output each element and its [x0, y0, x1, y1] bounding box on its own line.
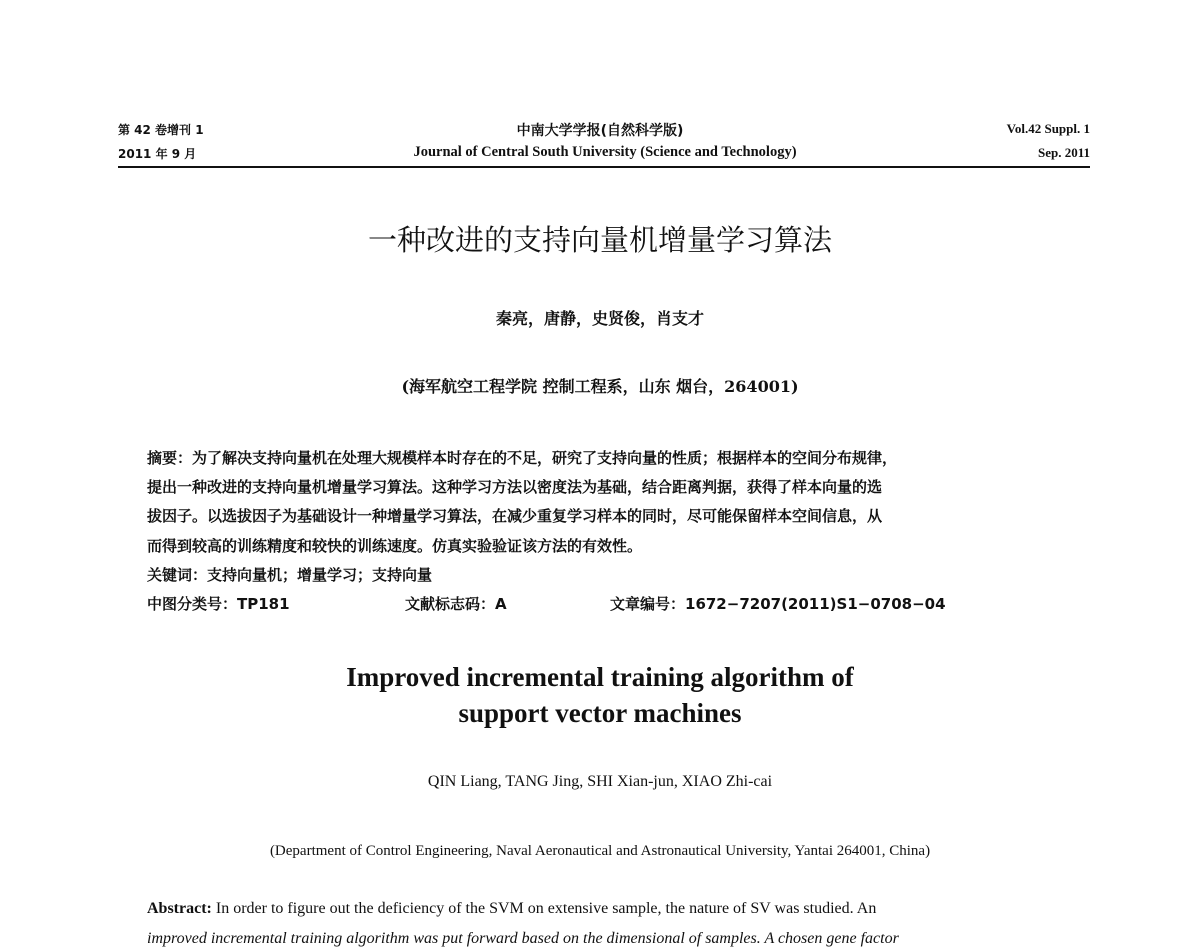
article-number: 文章编号：1672−7207(2011)S1−0708−04 — [610, 595, 946, 613]
clc-number: 中图分类号：TP181 — [147, 595, 290, 613]
volume-issue: 第 42 卷增刊 1 — [118, 123, 204, 137]
abstract-en-text: In order to figure out the deficiency of the SVM on extensive sample, the nature of SV was studied. An — [211, 900, 877, 917]
affiliation-cn: (海军航空工程学院 控制工程系，山东 烟台，264001) — [401, 377, 799, 396]
title-cn: 一种改进的支持向量机增量学习算法 — [367, 223, 832, 257]
publication-date-cn: 2011 年 9 月 — [118, 147, 197, 161]
abstract-en-line1 — [147, 900, 876, 918]
title-en-line1: Improved incremental training algorithm of — [346, 662, 854, 692]
title-en-line2: support vector machines — [458, 698, 742, 728]
abstract-cn-line: 拔因子。以选拔因子为基础设计一种增量学习算法，在减少重复学习样本的同时，尽可能保留样本空间信息，从 — [147, 507, 883, 525]
abstract-cn-line: 而得到较高的训练精度和较快的训练速度。仿真实验验证该方法的有效性。 — [147, 537, 643, 555]
volume-en: Vol.42 Suppl. 1 — [1006, 121, 1090, 136]
journal-name-cn: 中南大学学报(自然科学版) — [516, 123, 684, 139]
header-rule — [118, 166, 1090, 168]
document-code: 文献标志码：A — [405, 595, 507, 613]
affiliation-en: (Department of Control Engineering, Naval Aeronautical and Astronautical University, Yantai 264001, China) — [269, 843, 931, 859]
abstract-cn-line: 摘要：为了解决支持向量机在处理大规模样本时存在的不足，研究了支持向量的性质；根据样本的空间分布规律， — [147, 449, 898, 467]
keywords-cn: 关键词：支持向量机；增量学习；支持向量 — [147, 566, 433, 584]
abstract-label: Abstract: — [147, 900, 212, 917]
abstract-en-line2: improved incremental training algorithm was put forward based on the dimensional of samples. A chosen gene factor — [147, 930, 899, 947]
abstract-cn-line: 提出一种改进的支持向量机增量学习算法。这种学习方法以密度法为基础，结合距离判据，获得了样本向量的选 — [147, 478, 883, 496]
publication-date-en: Sep. 2011 — [1037, 145, 1090, 160]
authors-cn: 秦亮，唐静，史贤俊，肖支才 — [495, 309, 704, 328]
journal-name-en: Journal of Central South University (Science and Technology) — [413, 144, 797, 160]
authors-en: QIN Liang, TANG Jing, SHI Xian-jun, XIAO Zhi-cai — [427, 773, 773, 790]
